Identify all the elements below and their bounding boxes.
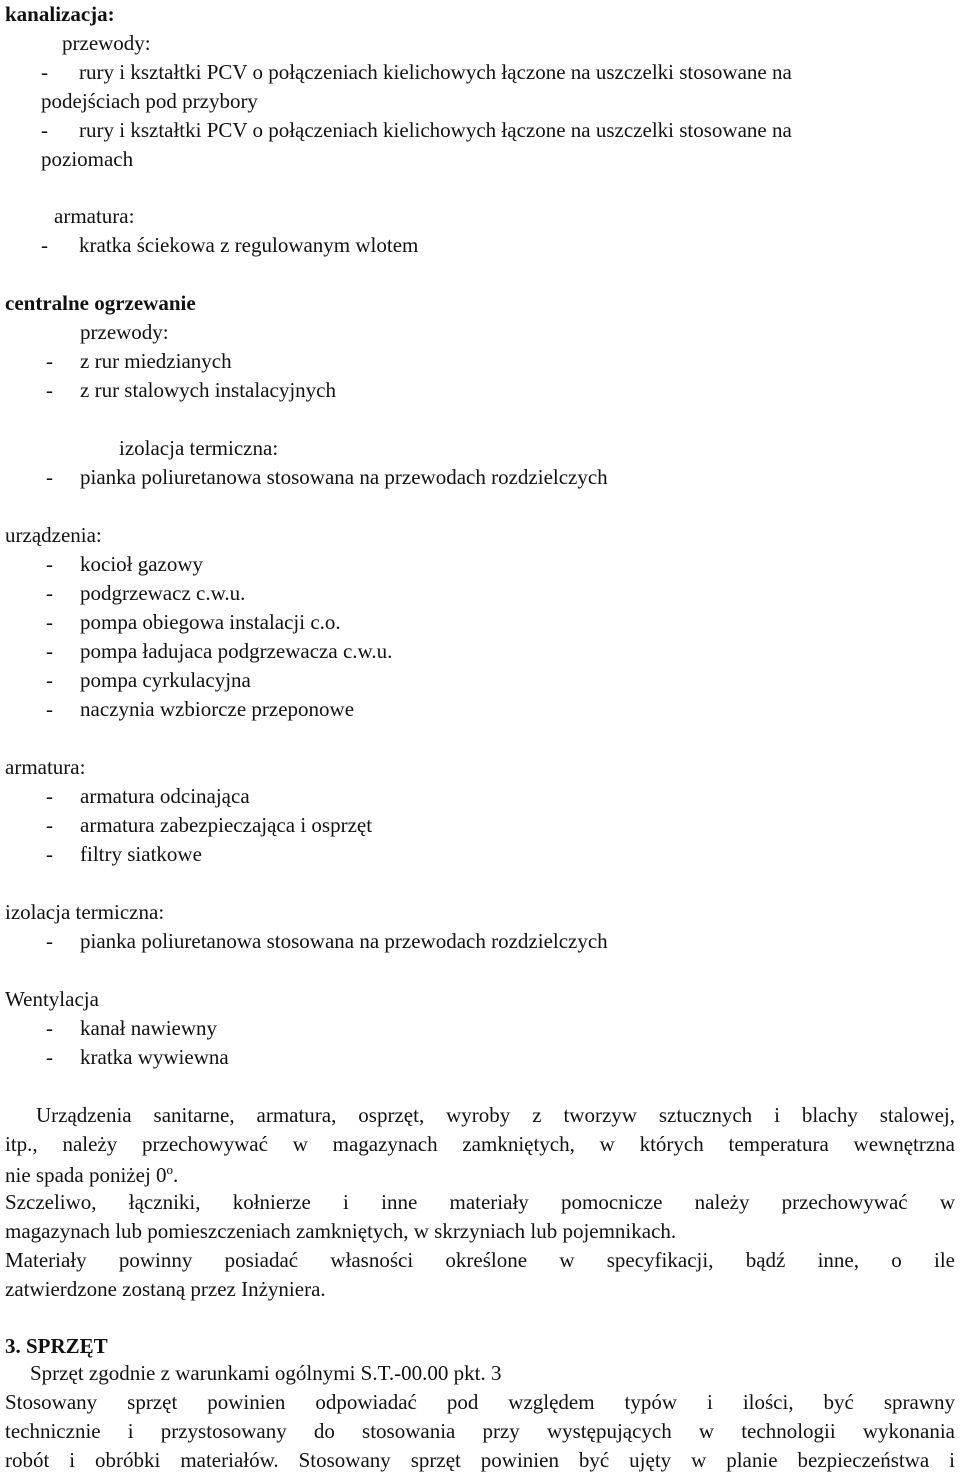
list-item: pianka poliuretanowa stosowana na przewodach rozdzielczych: [80, 465, 608, 489]
list-item: pompa cyrkulacyjna: [80, 668, 251, 692]
list-item: pompa ładujaca podgrzewacza c.w.u.: [80, 639, 393, 663]
dash: -: [46, 465, 53, 489]
dash: -: [46, 610, 53, 634]
paragraph-line: Stosowany sprzęt powinien odpowiadać pod względem typów i ilości, być sprawny: [5, 1390, 955, 1414]
list-item: rury i kształtki PCV o połączeniach kielichowych łączone na uszczelki stosowane na: [79, 118, 792, 142]
paragraph-line: Szczeliwo, łączniki, kołnierze i inne materiały pomocnicze należy przechowywać w: [5, 1190, 955, 1214]
list-item: rury i kształtki PCV o połączeniach kielichowych łączone na uszczelki stosowane na: [79, 60, 792, 84]
section-heading-co: centralne ogrzewanie: [5, 291, 196, 315]
izolacja-label: izolacja termiczna:: [119, 436, 279, 460]
dash: -: [41, 118, 48, 142]
paragraph-end: .: [173, 1163, 179, 1187]
paragraph-text: nie spada poniżej 0: [5, 1163, 167, 1187]
paragraph-line: magazynach lub pomieszczeniach zamkniętych, w skrzyniach lub pojemnikach.: [5, 1219, 677, 1243]
dash: -: [46, 1045, 53, 1069]
armatura-label: armatura:: [54, 204, 135, 228]
dash: -: [41, 233, 48, 257]
paragraph-line: robót i obróbki materiałów. Stosowany sprzęt powinien być ujęty w planie bezpieczeństwa i: [5, 1448, 955, 1472]
list-item-continuation: poziomach: [41, 147, 134, 171]
armatura-label: armatura:: [5, 755, 86, 779]
przewody-label: przewody:: [80, 320, 169, 344]
izolacja-label: izolacja termiczna:: [5, 900, 165, 924]
list-item: pompa obiegowa instalacji c.o.: [80, 610, 341, 634]
dash: -: [46, 813, 53, 837]
degree-superscript: o: [166, 1162, 174, 1177]
list-item: podgrzewacz c.w.u.: [80, 581, 246, 605]
paragraph-line: technicznie i przystosowany do stosowania przy występujących w technologii wykonania: [5, 1419, 955, 1443]
dash: -: [46, 784, 53, 808]
sprzet-reference: Sprzęt zgodnie z warunkami ogólnymi S.T.-00.00 pkt. 3: [30, 1361, 502, 1385]
dash: -: [46, 842, 53, 866]
dash: -: [46, 929, 53, 953]
paragraph-line: Urządzenia sanitarne, armatura, osprzęt, wyroby z tworzyw sztucznych i blachy stalowej,: [36, 1103, 955, 1127]
dash: -: [46, 639, 53, 663]
dash: -: [46, 1016, 53, 1040]
list-item: pianka poliuretanowa stosowana na przewodach rozdzielczych: [80, 929, 608, 953]
dash: -: [46, 552, 53, 576]
dash: -: [46, 697, 53, 721]
paragraph-line: [5, 1163, 178, 1186]
list-item: filtry siatkowe: [80, 842, 202, 866]
list-item: armatura zabezpieczająca i osprzęt: [80, 813, 373, 837]
dash: -: [46, 378, 53, 402]
list-item: z rur stalowych instalacyjnych: [80, 378, 336, 402]
dash: -: [46, 349, 53, 373]
list-item: naczynia wzbiorcze przeponowe: [80, 697, 355, 721]
list-item: kocioł gazowy: [80, 552, 204, 576]
urzadzenia-label: urządzenia:: [5, 523, 102, 547]
dash: -: [41, 60, 48, 84]
list-item-continuation: podejściach pod przybory: [41, 89, 258, 113]
przewody-label: przewody:: [62, 31, 151, 55]
list-item: kratka wywiewna: [80, 1045, 229, 1069]
list-item: kratka ściekowa z regulowanym wlotem: [79, 233, 419, 257]
paragraph-line: Materiały powinny posiadać własności określone w specyfikacji, bądź inne, o ile: [5, 1248, 955, 1272]
paragraph-line: zatwierdzone zostaną przez Inżyniera.: [5, 1277, 326, 1301]
section-heading-kanalizacja: kanalizacja:: [5, 2, 115, 26]
dash: -: [46, 668, 53, 692]
list-item: armatura odcinająca: [80, 784, 250, 808]
list-item: kanał nawiewny: [80, 1016, 218, 1040]
list-item: z rur miedzianych: [80, 349, 232, 373]
paragraph-line: itp., należy przechowywać w magazynach zamkniętych, w których temperatura wewnętrzna: [5, 1132, 955, 1156]
section-heading-wentylacja: Wentylacja: [5, 987, 99, 1011]
section-heading-sprzet: 3. SPRZĘT: [5, 1334, 108, 1358]
dash: -: [46, 581, 53, 605]
